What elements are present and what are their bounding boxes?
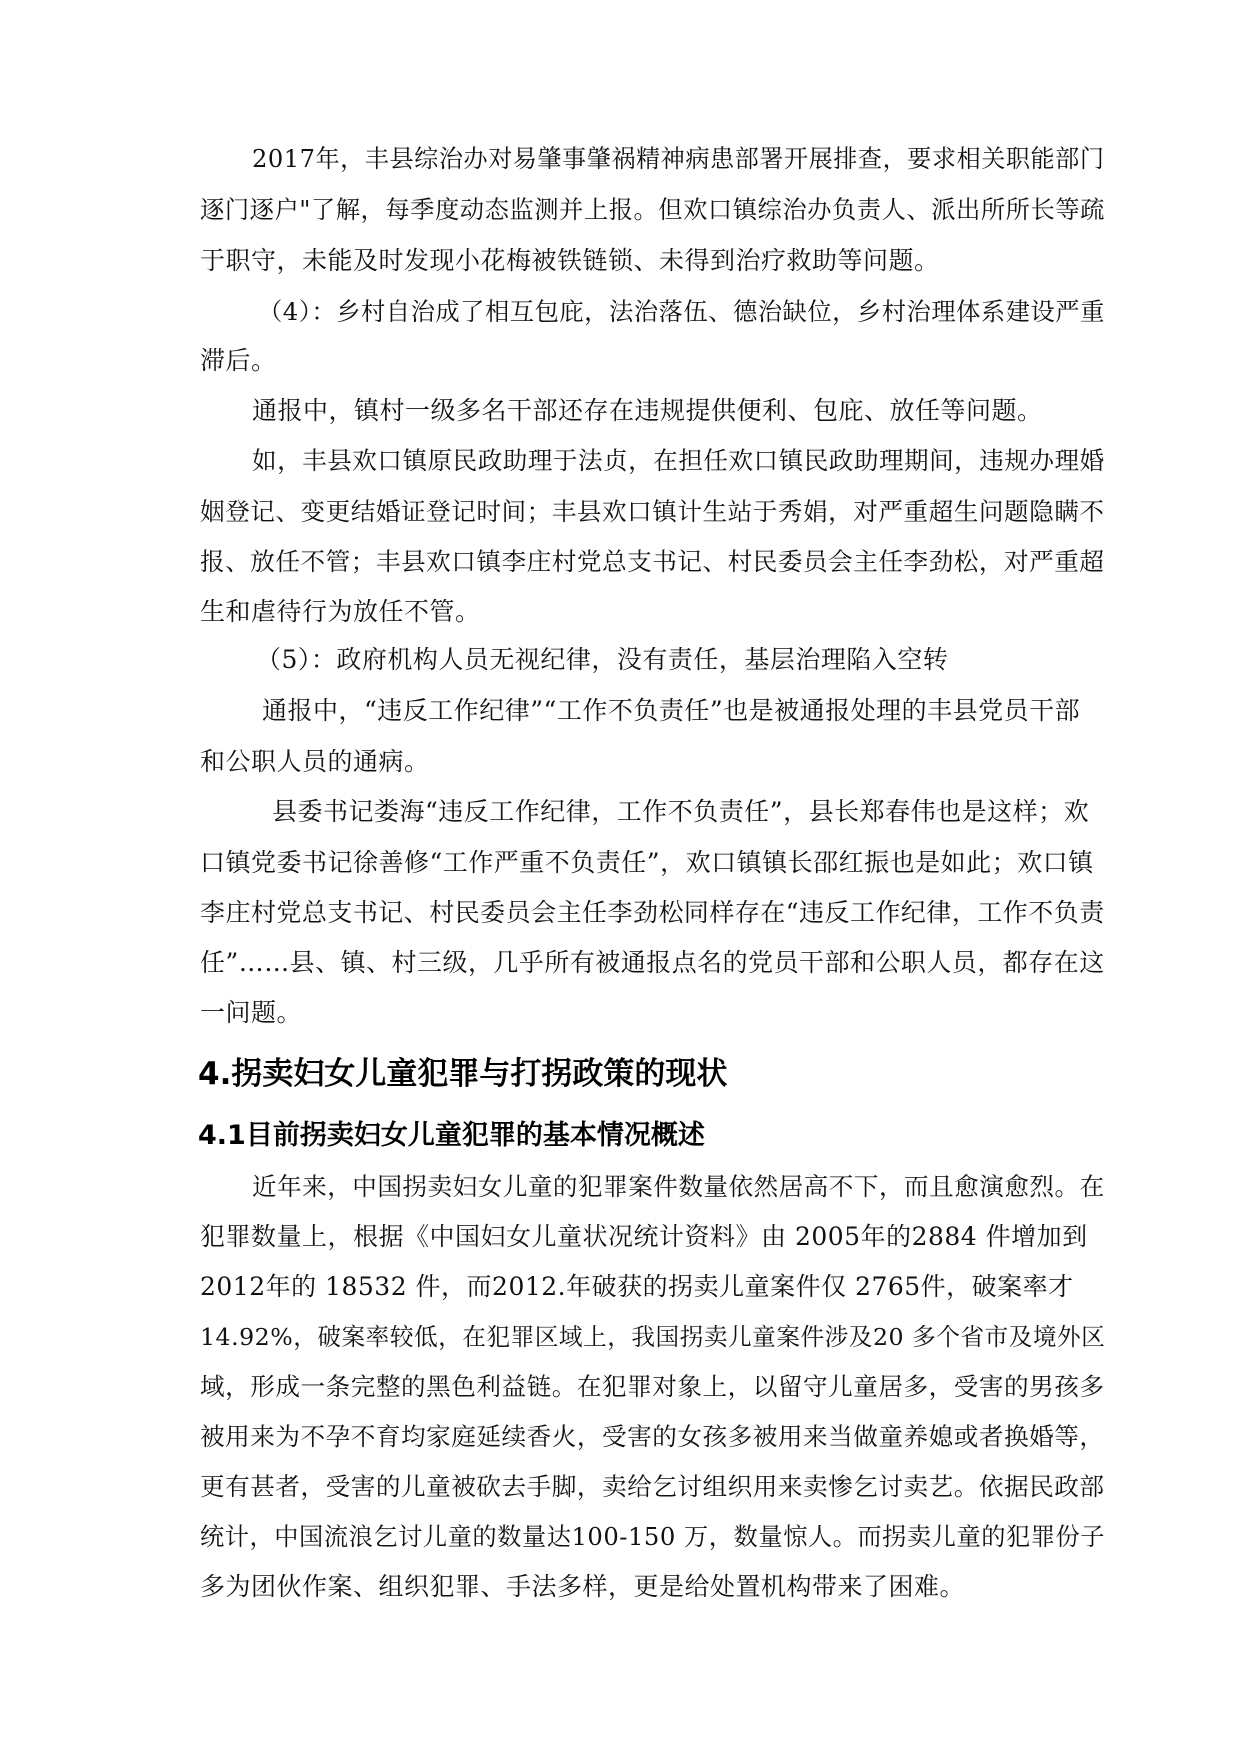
text-line: 报、放任不管；丰县欢口镇李庄村党总支书记、村民委员会主任李劲松，对严重超 xyxy=(200,547,1105,576)
text-line: 生和虐待行为放任不管。 xyxy=(200,597,481,626)
text-line: 滞后。 xyxy=(200,346,277,375)
text-line: 姻登记、变更结婚证登记时间；丰县欢口镇计生站于秀娟，对严重超生问题隐瞒不 xyxy=(200,497,1105,526)
text-line: 2017年，丰县综治办对易肇事肇祸精神病患部署开展排查，要求相关职能部门 xyxy=(252,145,1105,173)
text-line: 口镇党委书记徐善修“工作严重不负责任”，欢口镇镇长邵红振也是如此；欢口镇 xyxy=(200,848,1094,877)
subsection-heading: 4.1目前拐卖妇女儿童犯罪的基本情况概述 xyxy=(198,1120,705,1151)
text-line: 犯罪数量上，根据《中国妇女儿童状况统计资料》由 2005年的2884 件增加到 xyxy=(200,1222,1088,1251)
text-line: 一问题。 xyxy=(200,998,303,1027)
text-line: 如，丰县欢口镇原民政助理于法贞，在担任欢口镇民政助理期间，违规办理婚 xyxy=(252,446,1105,475)
section-heading: 4.拐卖妇女儿童犯罪与打拐政策的现状 xyxy=(198,1056,728,1092)
text-line: 和公职人员的通病。 xyxy=(200,747,430,776)
text-line: 县委书记娄海“违反工作纪律，工作不负责任”，县长郑春伟也是这样；欢 xyxy=(272,797,1090,826)
text-line: 近年来，中国拐卖妇女儿童的犯罪案件数量依然居高不下，而且愈演愈烈。在 xyxy=(252,1172,1105,1201)
text-line: 逐门逐户"了解，每季度动态监测并上报。但欢口镇综治办负责人、派出所所长等疏 xyxy=(200,195,1105,224)
text-line: 李庄村党总支书记、村民委员会主任李劲松同样存在“违反工作纪律，工作不负责 xyxy=(200,898,1105,927)
text-line: 任”……县、镇、村三级，几乎所有被通报点名的党员干部和公职人员，都存在这 xyxy=(200,948,1105,977)
text-line: 通报中，镇村一级多名干部还存在违规提供便利、包庇、放任等问题。 xyxy=(252,396,1043,425)
text-line: （4）：乡村自治成了相互包庇，法治落伍、德治缺位，乡村治理体系建设严重 xyxy=(258,297,1105,326)
text-line: 于职守，未能及时发现小花梅被铁链锁、未得到治疗救助等问题。 xyxy=(200,246,940,275)
text-line: 通报中，“违反工作纪律”“工作不负责任”也是被通报处理的丰县党员干部 xyxy=(262,696,1081,725)
text-line: 更有甚者，受害的儿童被砍去手脚，卖给乞讨组织用来卖惨乞讨卖艺。依据民政部 xyxy=(200,1472,1105,1501)
text-line: 域，形成一条完整的黑色利益链。在犯罪对象上，以留守儿童居多，受害的男孩多 xyxy=(200,1372,1105,1401)
text-line: 被用来为不孕不育均家庭延续香火，受害的女孩多被用来当做童养媳或者换婚等， xyxy=(200,1422,1105,1451)
text-line: 多为团伙作案、组织犯罪、手法多样，更是给处置机构带来了困难。 xyxy=(200,1572,966,1601)
text-line: 2012年的 18532 件，而2012.年破获的拐卖儿童案件仅 2765件，破案率才 xyxy=(200,1272,1074,1301)
text-line: 统计，中国流浪乞讨儿童的数量达100-150 万，数量惊人。而拐卖儿童的犯罪份子 xyxy=(200,1522,1106,1551)
text-line: （5）：政府机构人员无视纪律，没有责任，基层治理陷入空转 xyxy=(256,645,949,674)
text-line: 14.92%，破案率较低，在犯罪区域上，我国拐卖儿童案件涉及20 多个省市及境外区 xyxy=(200,1323,1106,1351)
